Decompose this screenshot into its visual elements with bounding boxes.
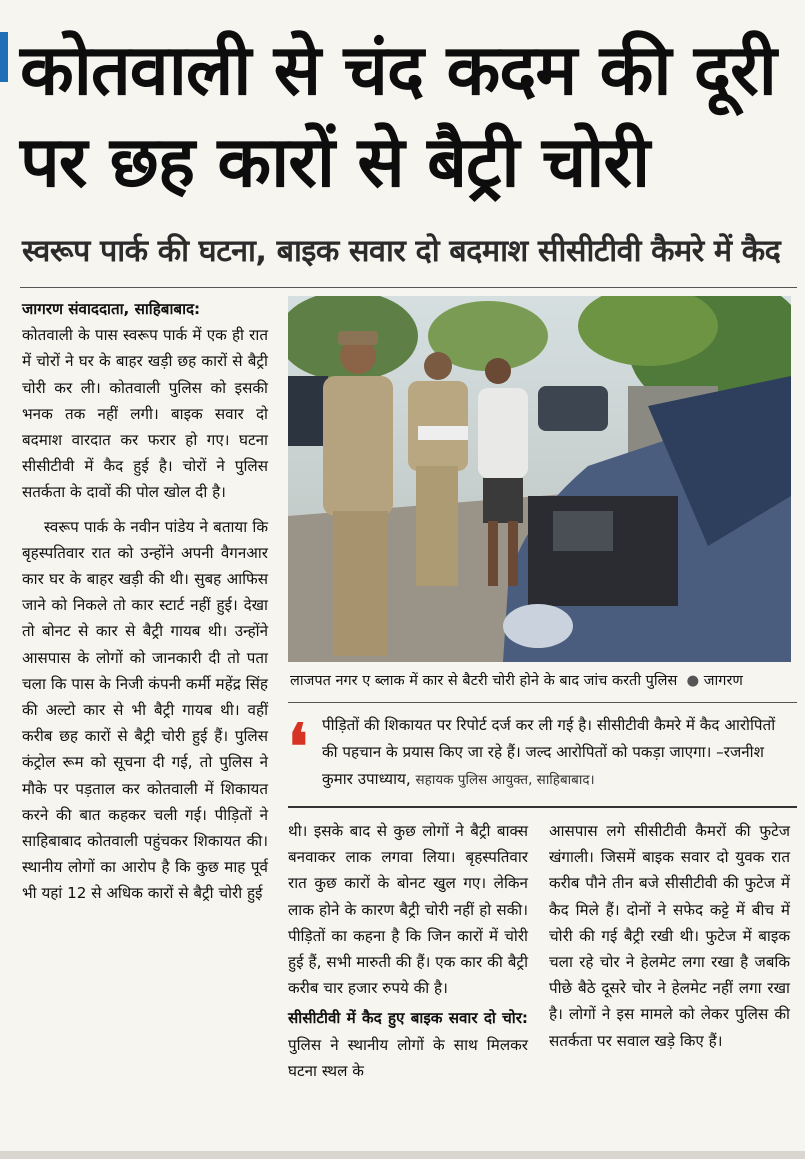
column-1 — [22, 296, 268, 907]
quote-attribution: –रजनीश कुमार उपाध्याय, — [322, 743, 764, 788]
accent-bar — [0, 32, 8, 82]
subheadline: स्वरूप पार्क की घटना, बाइक सवार दो बदमाश सीसीटीवी कैमरे में कैद — [22, 234, 781, 269]
column-2-text-continued: पुलिस ने स्थानीय लोगों के साथ मिलकर घटना स्थल के — [288, 1035, 528, 1080]
byline: जागरण संवाददाता, साहिबाबाद: — [22, 300, 201, 318]
caption-text: लाजपत नगर ए ब्लाक में कार से बैटरी चोरी होने के बाद जांच करती पुलिस — [290, 673, 678, 689]
crosshead: सीसीटीवी में कैद हुए बाइक सवार दो चोर: — [288, 1009, 528, 1028]
paragraph-2: स्वरूप पार्क के नवीन पांडेय ने बताया कि बृहस्पतिवार रात को उन्होंने अपनी वैगनआर कार घर के बाहर खड़ी की थी। सुबह आफिस जाने को निकले तो कार स्टार्ट नहीं हुई। देखा तो बोनट से कार से बैट्री गायब थी। उन्होंने आसपास के लोगों को जानकारी दी तो पता चला कि पास के निजी कंपनी कर्मी महेंद्र सिंह की अल्टो कार से भी बैट्री गायब थी। वहीं करीब छह कारों से बैट्री चोरी हुई हैं। पुलिस कंट्रोल रूम को सूचना दी गई, तो पुलिस ने मौके पर पड़ताल कर कोतवाली में शिकायत करने की बात कहकर चली गई। पीड़ितों ने साहिबाबाद कोतवाली पहुंचकर शिकायत की। स्थानीय लोगों का आरोप है कि कुछ माह पूर्व भी यहां 12 से अधिक कारों से बैट्री चोरी हुई — [22, 517, 268, 903]
headline: कोतवाली से चंद कदम की दूरी पर छह कारों से बैट्री चोरी — [20, 29, 776, 203]
divider — [288, 702, 797, 703]
photo-credit: जागरण — [703, 673, 743, 689]
photo-illustration — [288, 296, 791, 662]
divider — [20, 287, 797, 288]
divider — [288, 806, 797, 808]
column-2-text: थी। इसके बाद से कुछ लोगों ने बैट्री बाक्स बनवाकर लाक लगवा लिया। बृहस्पतिवार रात कुछ कारों के बोनट खुल गए। लेकिन लाक होने के कारण बैट्री चोरी नहीं हो सकी। पीड़ितों का कहना है कि जिन कारों में चोरी हुई हैं, सभी मारुती की हैं। एक कार की बैट्री करीब चार हजार रुपये की है। — [288, 822, 528, 998]
news-photo — [288, 296, 791, 662]
column-2 — [288, 818, 528, 1084]
quote-text-block — [322, 712, 792, 794]
quote-role: सहायक पुलिस आयुक्त, साहिबाबाद। — [415, 772, 595, 788]
bullet-icon: ● — [681, 673, 704, 689]
quote-text: पीड़ितों की शिकायत पर रिपोर्ट दर्ज कर ली गई है। सीसीटीवी कैमरे में कैद आरोपितों की पहचान के प्रयास किए जा रहे हैं। जल्द आरोपितों को पकड़ा जाएगा। — [322, 716, 776, 761]
column-3 — [549, 818, 790, 1054]
column-3-text: आसपास लगे सीसीटीवी कैमरों की फुटेज खंगाली। जिसमें बाइक सवार दो युवक रात करीब पौने तीन बजे सीसीटीवी की फुटेज में कैद मिले हैं। दोनों ने सफेद कट्टे में बीच में चोरी की गई बैट्री रखी थी। फुटेज में बाइक चला रहे चोर ने हेलमेट लगा रखा है जबकि पीछे बैठे दूसरे चोर ने हेलमेट नहीं लगा रखा है। लोगों ने इस मामले को लेकर पुलिस की सतर्कता पर सवाल खड़े किए हैं। — [549, 822, 790, 1050]
pull-quote — [288, 712, 793, 800]
photo-caption — [290, 670, 790, 692]
quote-mark-icon: ❛ — [288, 710, 308, 783]
page-bottom-edge — [0, 1151, 805, 1159]
lead-paragraph: कोतवाली के पास स्वरूप पार्क में एक ही रात में चोरों ने घर के बाहर खड़ी छह कारों से बैट्री चोरी कर ली। कोतवाली पुलिस को इसकी भनक तक नहीं लगी। बाइक सवार दो बदमाश वारदात कर फरार हो गए। घटना सीसीटीवी में कैद हुई है। चोरों ने पुलिस सतर्कता के दावों की पोल खोल दी है। — [22, 326, 268, 502]
